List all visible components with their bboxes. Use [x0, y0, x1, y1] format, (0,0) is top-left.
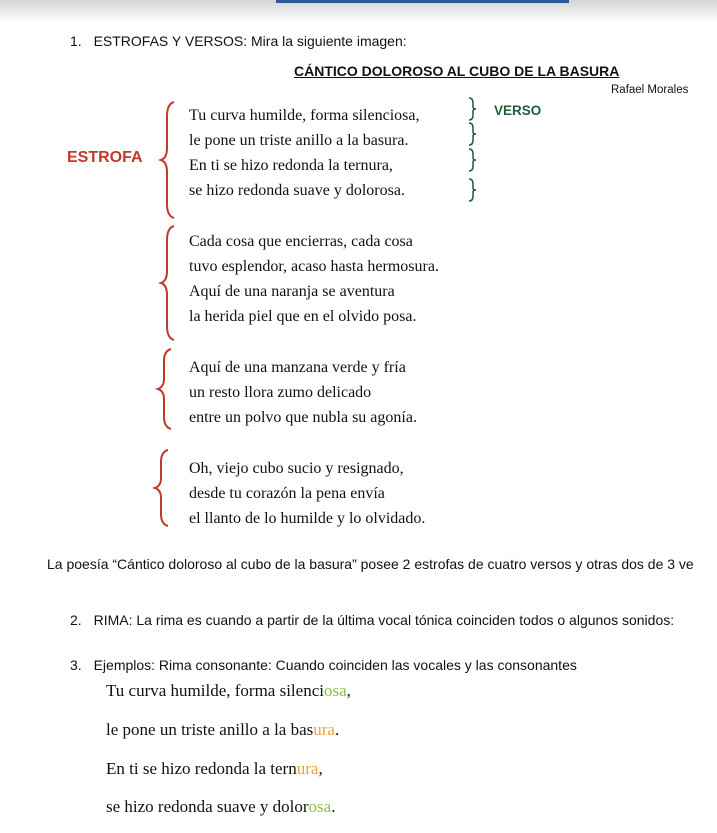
verse: se hizo redonda suave y dolorosa.: [189, 182, 405, 199]
example-text: le pone un triste anillo a la bas: [106, 720, 314, 739]
item-1-number: 1.: [70, 33, 82, 49]
verse-brace-4: [468, 178, 478, 202]
estrofa-label: ESTROFA: [67, 149, 143, 166]
top-accent: [276, 0, 569, 3]
item-2-text: RIMA: La rima es cuando a partir de la última vocal tónica coinciden todos o algunos sonidos:: [93, 612, 675, 628]
verse: le pone un triste anillo a la basura.: [189, 132, 409, 149]
example-punct: .: [334, 720, 340, 739]
verse: el llanto de lo humilde y lo olvidado.: [189, 510, 426, 527]
rhyme-highlight: osa: [308, 797, 332, 816]
stanza-2: [189, 229, 439, 329]
summary-text: La poesía “Cántico doloroso al cubo de la basura” posee 2 estrofas de cuatro versos y otras dos de 3 ve: [47, 556, 694, 572]
item-2-number: 2.: [70, 612, 82, 628]
verse-brace-1: [468, 97, 478, 121]
stanza-2-brace: [160, 224, 180, 342]
verse: Oh, viejo cubo sucio y resignado,: [189, 460, 404, 477]
verse-brace-2: [468, 122, 478, 146]
example-line: [106, 681, 351, 701]
item-3: [70, 657, 577, 673]
stanza-1: [189, 103, 419, 203]
example-punct: ,: [346, 681, 351, 700]
example-punct: ,: [318, 759, 323, 778]
verse: desde tu corazón la pena envía: [189, 485, 385, 502]
verso-label: VERSO: [494, 103, 542, 118]
verse: tuvo esplendor, acaso hasta hermosura.: [189, 258, 439, 275]
stanza-4: [189, 456, 425, 531]
rhyme-highlight: osa: [323, 681, 347, 700]
item-2: [70, 612, 674, 628]
stanza-1-brace: [160, 100, 180, 220]
poem-title: CÁNTICO DOLOROSO AL CUBO DE LA BASURA: [294, 63, 620, 79]
item-1-text: ESTROFAS Y VERSOS: Mira la siguiente imagen:: [93, 33, 407, 49]
example-line: [106, 797, 335, 817]
example-line: [106, 720, 339, 740]
example-text: se hizo redonda suave y dolor: [106, 797, 309, 816]
verse: Aquí de una naranja se aventura: [189, 283, 395, 300]
verse: un resto llora zumo delicado: [189, 384, 372, 401]
item-3-text: Ejemplos: Rima consonante: Cuando coinciden las vocales y las consonantes: [93, 657, 577, 673]
rhyme-highlight: ura: [296, 759, 319, 778]
stanza-3: [189, 355, 417, 430]
example-text: Tu curva humilde, forma silenci: [106, 681, 324, 700]
stanza-4-brace: [154, 448, 174, 528]
rhyme-highlight: ura: [313, 720, 335, 739]
verse: Aquí de una manzana verde y fría: [189, 359, 406, 376]
verse: entre un polvo que nubla su agonía.: [189, 409, 417, 426]
item-1: [70, 33, 407, 49]
stanza-3-brace: [157, 347, 177, 431]
verse: la herida piel que en el olvido posa.: [189, 308, 417, 325]
verse: Cada cosa que encierras, cada cosa: [189, 233, 413, 250]
example-text: En ti se hizo redonda la tern: [106, 759, 297, 778]
example-line: [106, 759, 323, 779]
verse-brace-3: [468, 148, 478, 172]
top-bar: [0, 0, 717, 22]
verse: Tu curva humilde, forma silenciosa,: [189, 107, 420, 124]
verse: En ti se hizo redonda la ternura,: [189, 157, 393, 174]
poem-author: Rafael Morales: [611, 84, 689, 96]
item-3-number: 3.: [70, 657, 82, 673]
example-punct: .: [331, 797, 336, 816]
